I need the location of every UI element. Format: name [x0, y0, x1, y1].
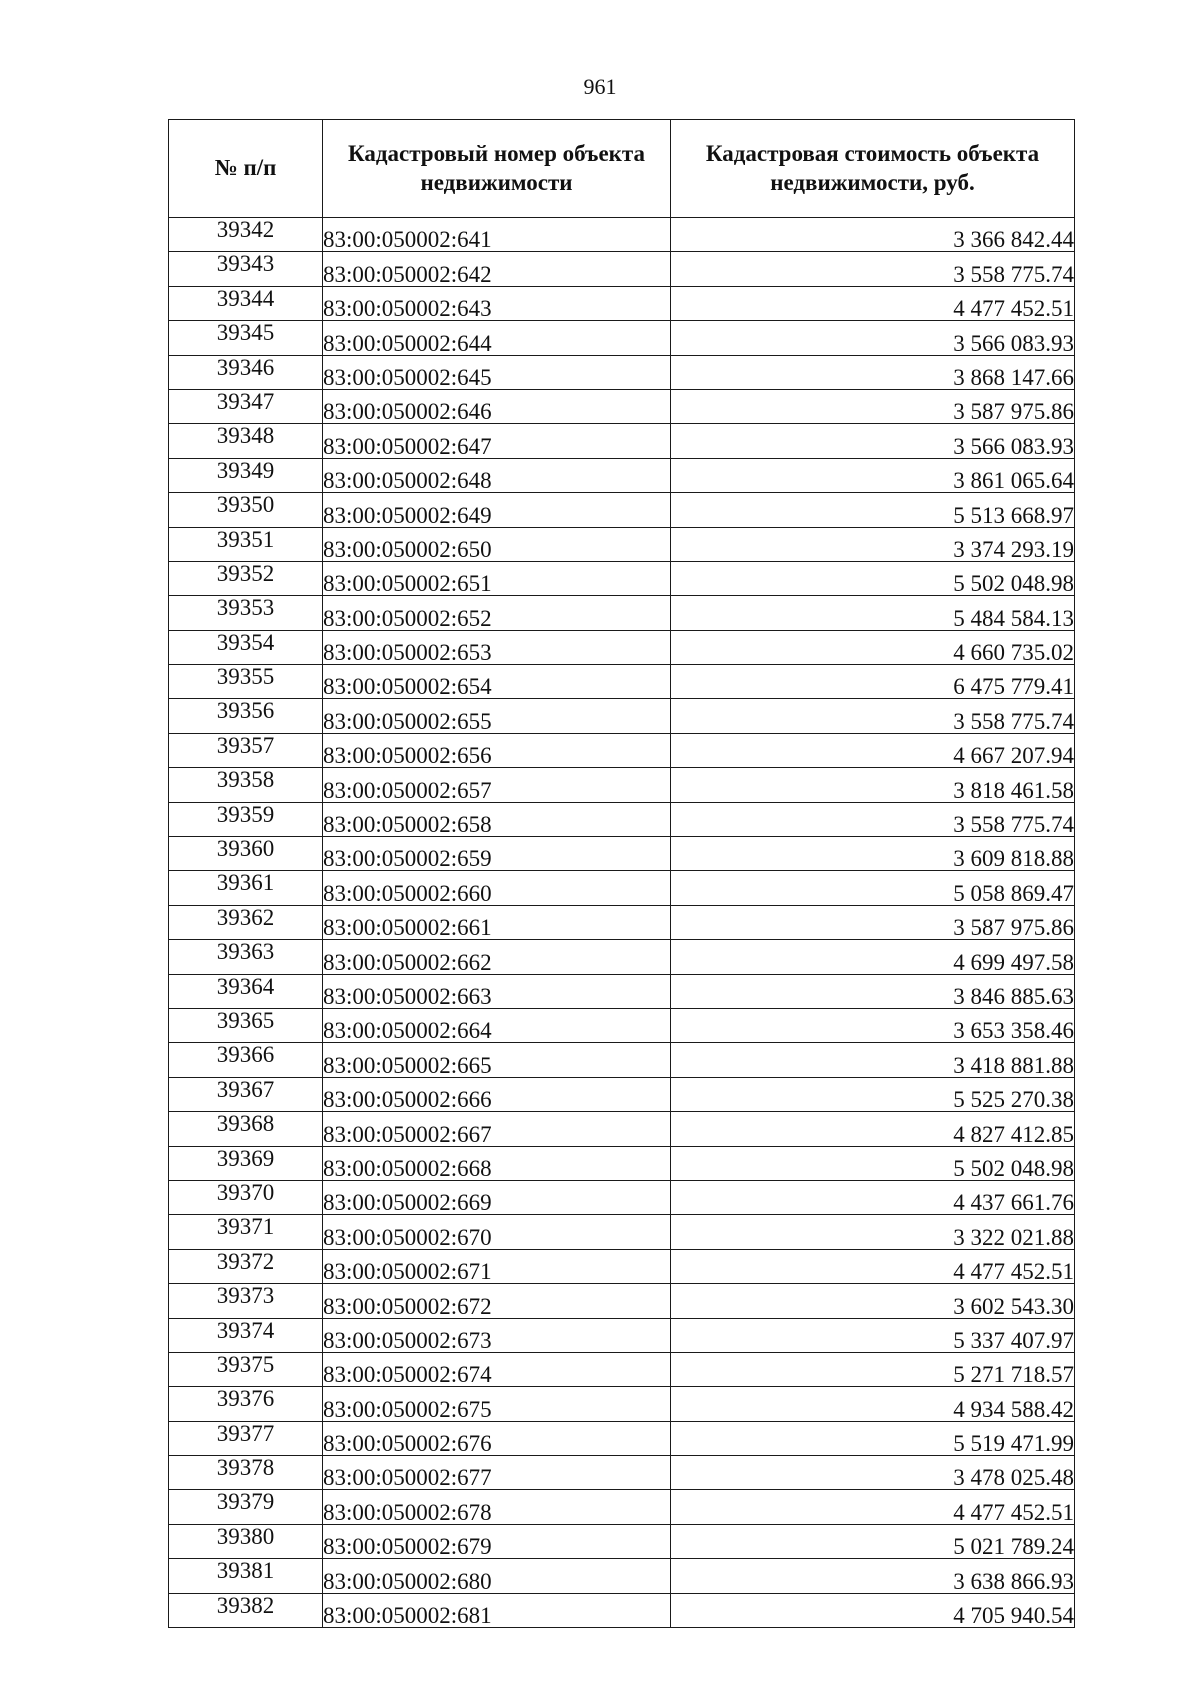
table-row — [169, 733, 1075, 767]
row-number-cell: 39373 — [169, 1284, 323, 1318]
cadastral-value-cell: 3 566 083.93 — [671, 321, 1075, 355]
cadastral-number-cell: 83:00:050002:661 — [323, 905, 671, 939]
table-row — [169, 1490, 1075, 1524]
cadastral-value-cell: 3 587 975.86 — [671, 389, 1075, 423]
row-number-cell: 39376 — [169, 1387, 323, 1421]
row-number-cell: 39377 — [169, 1421, 323, 1455]
table-row — [169, 1593, 1075, 1627]
row-number-cell: 39342 — [169, 218, 323, 252]
cadastral-number-cell: 83:00:050002:658 — [323, 802, 671, 836]
cadastral-number-cell: 83:00:050002:666 — [323, 1077, 671, 1111]
table-row — [169, 1421, 1075, 1455]
table-row — [169, 458, 1075, 492]
cadastral-value-cell: 5 502 048.98 — [671, 561, 1075, 595]
row-number-cell: 39354 — [169, 630, 323, 664]
table-row — [169, 321, 1075, 355]
cadastral-value-cell: 4 437 661.76 — [671, 1180, 1075, 1214]
cadastral-value-cell: 6 475 779.41 — [671, 665, 1075, 699]
table-row — [169, 1387, 1075, 1421]
cadastral-number-cell: 83:00:050002:659 — [323, 837, 671, 871]
cadastral-number-cell: 83:00:050002:660 — [323, 871, 671, 905]
row-number-cell: 39375 — [169, 1352, 323, 1386]
cadastral-value-cell: 4 660 735.02 — [671, 630, 1075, 664]
cadastral-value-cell: 4 477 452.51 — [671, 1249, 1075, 1283]
cadastral-number-cell: 83:00:050002:662 — [323, 940, 671, 974]
cadastral-number-cell: 83:00:050002:656 — [323, 733, 671, 767]
cadastral-number-cell: 83:00:050002:673 — [323, 1318, 671, 1352]
table-row — [169, 1352, 1075, 1386]
cadastral-value-cell: 3 602 543.30 — [671, 1284, 1075, 1318]
cadastral-number-cell: 83:00:050002:664 — [323, 1008, 671, 1042]
cadastral-value-cell: 3 638 866.93 — [671, 1559, 1075, 1593]
table-row — [169, 1112, 1075, 1146]
cadastral-value-cell: 3 846 885.63 — [671, 974, 1075, 1008]
cadastral-value-cell: 3 653 358.46 — [671, 1008, 1075, 1042]
table-row — [169, 252, 1075, 286]
table-row — [169, 1249, 1075, 1283]
row-number-cell: 39345 — [169, 321, 323, 355]
row-number-cell: 39344 — [169, 286, 323, 320]
table-row — [169, 665, 1075, 699]
row-number-cell: 39382 — [169, 1593, 323, 1627]
table-row — [169, 1146, 1075, 1180]
table-row — [169, 218, 1075, 252]
row-number-cell: 39346 — [169, 355, 323, 389]
table-row — [169, 527, 1075, 561]
cadastral-value-cell: 3 861 065.64 — [671, 458, 1075, 492]
row-number-cell: 39370 — [169, 1180, 323, 1214]
row-number-cell: 39356 — [169, 699, 323, 733]
row-number-cell: 39349 — [169, 458, 323, 492]
cadastral-value-cell: 5 058 869.47 — [671, 871, 1075, 905]
row-number-cell: 39352 — [169, 561, 323, 595]
cadastral-value-cell: 4 477 452.51 — [671, 1490, 1075, 1524]
table-row — [169, 389, 1075, 423]
row-number-cell: 39379 — [169, 1490, 323, 1524]
cadastral-number-cell: 83:00:050002:672 — [323, 1284, 671, 1318]
cadastral-value-cell: 5 502 048.98 — [671, 1146, 1075, 1180]
table-row — [169, 940, 1075, 974]
row-number-cell: 39369 — [169, 1146, 323, 1180]
cadastral-number-cell: 83:00:050002:655 — [323, 699, 671, 733]
cadastral-value-cell: 3 566 083.93 — [671, 424, 1075, 458]
cadastral-number-cell: 83:00:050002:671 — [323, 1249, 671, 1283]
row-number-cell: 39348 — [169, 424, 323, 458]
cadastral-number-cell: 83:00:050002:644 — [323, 321, 671, 355]
row-number-cell: 39378 — [169, 1456, 323, 1490]
cadastral-number-cell: 83:00:050002:650 — [323, 527, 671, 561]
cadastral-value-cell: 3 609 818.88 — [671, 837, 1075, 871]
cadastral-value-cell: 3 558 775.74 — [671, 802, 1075, 836]
cadastral-value-cell: 5 513 668.97 — [671, 493, 1075, 527]
table-row — [169, 1215, 1075, 1249]
table-row — [169, 493, 1075, 527]
header-row-number: № п/п — [169, 120, 323, 218]
row-number-cell: 39343 — [169, 252, 323, 286]
table-row — [169, 905, 1075, 939]
cadastral-number-cell: 83:00:050002:670 — [323, 1215, 671, 1249]
header-cadastral-value: Кадастровая стоимость объекта недвижимости, руб. — [671, 120, 1075, 218]
table-row — [169, 802, 1075, 836]
cadastral-value-cell: 4 699 497.58 — [671, 940, 1075, 974]
cadastral-number-cell: 83:00:050002:652 — [323, 596, 671, 630]
cadastral-number-cell: 83:00:050002:665 — [323, 1043, 671, 1077]
row-number-cell: 39371 — [169, 1215, 323, 1249]
table-row — [169, 1284, 1075, 1318]
row-number-cell: 39359 — [169, 802, 323, 836]
table-row — [169, 1524, 1075, 1558]
table-row — [169, 768, 1075, 802]
table-row — [169, 1559, 1075, 1593]
row-number-cell: 39351 — [169, 527, 323, 561]
cadastral-number-cell: 83:00:050002:676 — [323, 1421, 671, 1455]
table-row — [169, 871, 1075, 905]
cadastral-number-cell: 83:00:050002:646 — [323, 389, 671, 423]
header-cadastral-number: Кадастровый номер объекта недвижимости — [323, 120, 671, 218]
table-row — [169, 1077, 1075, 1111]
cadastral-value-cell: 3 418 881.88 — [671, 1043, 1075, 1077]
cadastral-value-cell: 4 705 940.54 — [671, 1593, 1075, 1627]
cadastral-number-cell: 83:00:050002:675 — [323, 1387, 671, 1421]
row-number-cell: 39368 — [169, 1112, 323, 1146]
cadastral-value-cell: 4 477 452.51 — [671, 286, 1075, 320]
row-number-cell: 39362 — [169, 905, 323, 939]
row-number-cell: 39363 — [169, 940, 323, 974]
table-row — [169, 837, 1075, 871]
cadastral-number-cell: 83:00:050002:645 — [323, 355, 671, 389]
cadastral-value-cell: 4 667 207.94 — [671, 733, 1075, 767]
row-number-cell: 39366 — [169, 1043, 323, 1077]
row-number-cell: 39381 — [169, 1559, 323, 1593]
table-row — [169, 974, 1075, 1008]
cadastral-value-cell: 3 374 293.19 — [671, 527, 1075, 561]
cadastral-value-cell: 5 484 584.13 — [671, 596, 1075, 630]
cadastral-value-cell: 5 337 407.97 — [671, 1318, 1075, 1352]
table-header-row — [169, 120, 1075, 218]
row-number-cell: 39372 — [169, 1249, 323, 1283]
table-row — [169, 1456, 1075, 1490]
row-number-cell: 39365 — [169, 1008, 323, 1042]
cadastral-number-cell: 83:00:050002:663 — [323, 974, 671, 1008]
cadastral-number-cell: 83:00:050002:681 — [323, 1593, 671, 1627]
row-number-cell: 39347 — [169, 389, 323, 423]
table-row — [169, 1180, 1075, 1214]
row-number-cell: 39355 — [169, 665, 323, 699]
cadastral-value-cell: 3 478 025.48 — [671, 1456, 1075, 1490]
table-row — [169, 1043, 1075, 1077]
cadastral-number-cell: 83:00:050002:651 — [323, 561, 671, 595]
cadastral-number-cell: 83:00:050002:667 — [323, 1112, 671, 1146]
cadastral-value-cell: 5 271 718.57 — [671, 1352, 1075, 1386]
table-row — [169, 1318, 1075, 1352]
row-number-cell: 39350 — [169, 493, 323, 527]
page-number: 961 — [583, 74, 617, 99]
cadastral-value-cell: 3 868 147.66 — [671, 355, 1075, 389]
cadastral-number-cell: 83:00:050002:649 — [323, 493, 671, 527]
cadastral-value-cell: 5 525 270.38 — [671, 1077, 1075, 1111]
cadastral-number-cell: 83:00:050002:643 — [323, 286, 671, 320]
cadastral-number-cell: 83:00:050002:678 — [323, 1490, 671, 1524]
row-number-cell: 39380 — [169, 1524, 323, 1558]
cadastral-number-cell: 83:00:050002:677 — [323, 1456, 671, 1490]
cadastral-number-cell: 83:00:050002:669 — [323, 1180, 671, 1214]
cadastral-value-cell: 3 818 461.58 — [671, 768, 1075, 802]
table-row — [169, 1008, 1075, 1042]
row-number-cell: 39360 — [169, 837, 323, 871]
row-number-cell: 39361 — [169, 871, 323, 905]
cadastral-number-cell: 83:00:050002:674 — [323, 1352, 671, 1386]
cadastral-number-cell: 83:00:050002:641 — [323, 218, 671, 252]
table-row — [169, 286, 1075, 320]
table-row — [169, 424, 1075, 458]
cadastral-number-cell: 83:00:050002:668 — [323, 1146, 671, 1180]
cadastral-value-cell: 3 587 975.86 — [671, 905, 1075, 939]
cadastral-value-cell: 3 366 842.44 — [671, 218, 1075, 252]
cadastral-value-cell: 4 827 412.85 — [671, 1112, 1075, 1146]
cadastral-value-cell: 3 322 021.88 — [671, 1215, 1075, 1249]
cadastral-number-cell: 83:00:050002:680 — [323, 1559, 671, 1593]
cadastral-number-cell: 83:00:050002:653 — [323, 630, 671, 664]
table-row — [169, 699, 1075, 733]
row-number-cell: 39358 — [169, 768, 323, 802]
row-number-cell: 39364 — [169, 974, 323, 1008]
cadastral-number-cell: 83:00:050002:642 — [323, 252, 671, 286]
cadastral-number-cell: 83:00:050002:647 — [323, 424, 671, 458]
row-number-cell: 39367 — [169, 1077, 323, 1111]
cadastral-value-table — [168, 119, 1075, 1628]
cadastral-number-cell: 83:00:050002:648 — [323, 458, 671, 492]
row-number-cell: 39374 — [169, 1318, 323, 1352]
table-row — [169, 355, 1075, 389]
cadastral-number-cell: 83:00:050002:679 — [323, 1524, 671, 1558]
cadastral-number-cell: 83:00:050002:657 — [323, 768, 671, 802]
table-row — [169, 630, 1075, 664]
cadastral-value-cell: 3 558 775.74 — [671, 699, 1075, 733]
table-body — [169, 218, 1075, 1628]
row-number-cell: 39353 — [169, 596, 323, 630]
table-row — [169, 561, 1075, 595]
cadastral-number-cell: 83:00:050002:654 — [323, 665, 671, 699]
table-row — [169, 596, 1075, 630]
row-number-cell: 39357 — [169, 733, 323, 767]
cadastral-value-cell: 5 519 471.99 — [671, 1421, 1075, 1455]
cadastral-value-cell: 3 558 775.74 — [671, 252, 1075, 286]
cadastral-value-cell: 5 021 789.24 — [671, 1524, 1075, 1558]
cadastral-value-cell: 4 934 588.42 — [671, 1387, 1075, 1421]
